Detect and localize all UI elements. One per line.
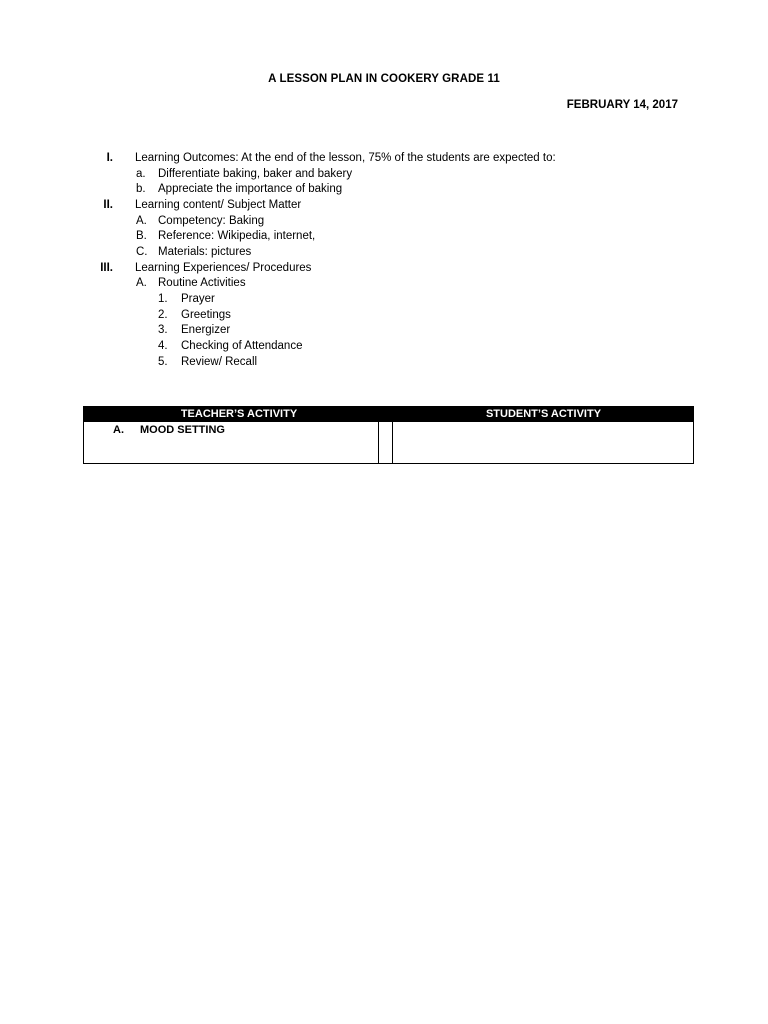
subitem-marker: 3. [158, 324, 168, 336]
subitem-text: Energizer [181, 324, 231, 336]
row-marker: A. [113, 424, 124, 436]
item-text: Materials: pictures [158, 246, 252, 258]
activity-table [83, 406, 694, 464]
item-text: Routine Activities [158, 277, 246, 289]
subitem-marker: 4. [158, 340, 168, 352]
subitem-text: Review/ Recall [181, 356, 258, 368]
section-2-heading: Learning content/ Subject Matter [135, 199, 302, 211]
section-3-heading: Learning Experiences/ Procedures [135, 262, 312, 274]
section-1-numeral: I. [106, 152, 113, 164]
subitem-marker: 2. [158, 309, 168, 321]
section-1-heading: Learning Outcomes: At the end of the lesson, 75% of the students are expected to: [135, 152, 556, 164]
document-date: FEBRUARY 14, 2017 [566, 99, 678, 111]
item-marker: A. [136, 277, 147, 289]
column-divider [392, 422, 393, 463]
header-teacher-activity: TEACHER’S ACTIVITY [180, 408, 298, 420]
item-marker: b. [136, 183, 146, 195]
section-2-numeral: II. [103, 199, 113, 211]
item-text: Differentiate baking, baker and bakery [158, 168, 353, 180]
subitem-marker: 5. [158, 356, 168, 368]
table-row [113, 424, 225, 436]
column-divider [378, 422, 379, 463]
item-marker: B. [136, 230, 147, 242]
subitem-marker: 1. [158, 293, 168, 305]
activity-table-header [84, 407, 693, 422]
item-text: Appreciate the importance of baking [158, 183, 343, 195]
section-3-numeral: III. [100, 262, 113, 274]
item-text: Reference: Wikipedia, internet, [158, 230, 316, 242]
item-text: Competency: Baking [158, 215, 265, 227]
teacher-activity-cell: MOOD SETTING [140, 424, 225, 436]
subitem-text: Prayer [181, 293, 215, 305]
item-marker: a. [136, 168, 146, 180]
subitem-text: Greetings [181, 309, 231, 321]
header-student-activity: STUDENT’S ACTIVITY [485, 408, 602, 420]
item-marker: A. [136, 215, 147, 227]
subitem-text: Checking of Attendance [181, 340, 303, 352]
document-title: A LESSON PLAN IN COOKERY GRADE 11 [268, 73, 500, 85]
item-marker: C. [136, 246, 148, 258]
